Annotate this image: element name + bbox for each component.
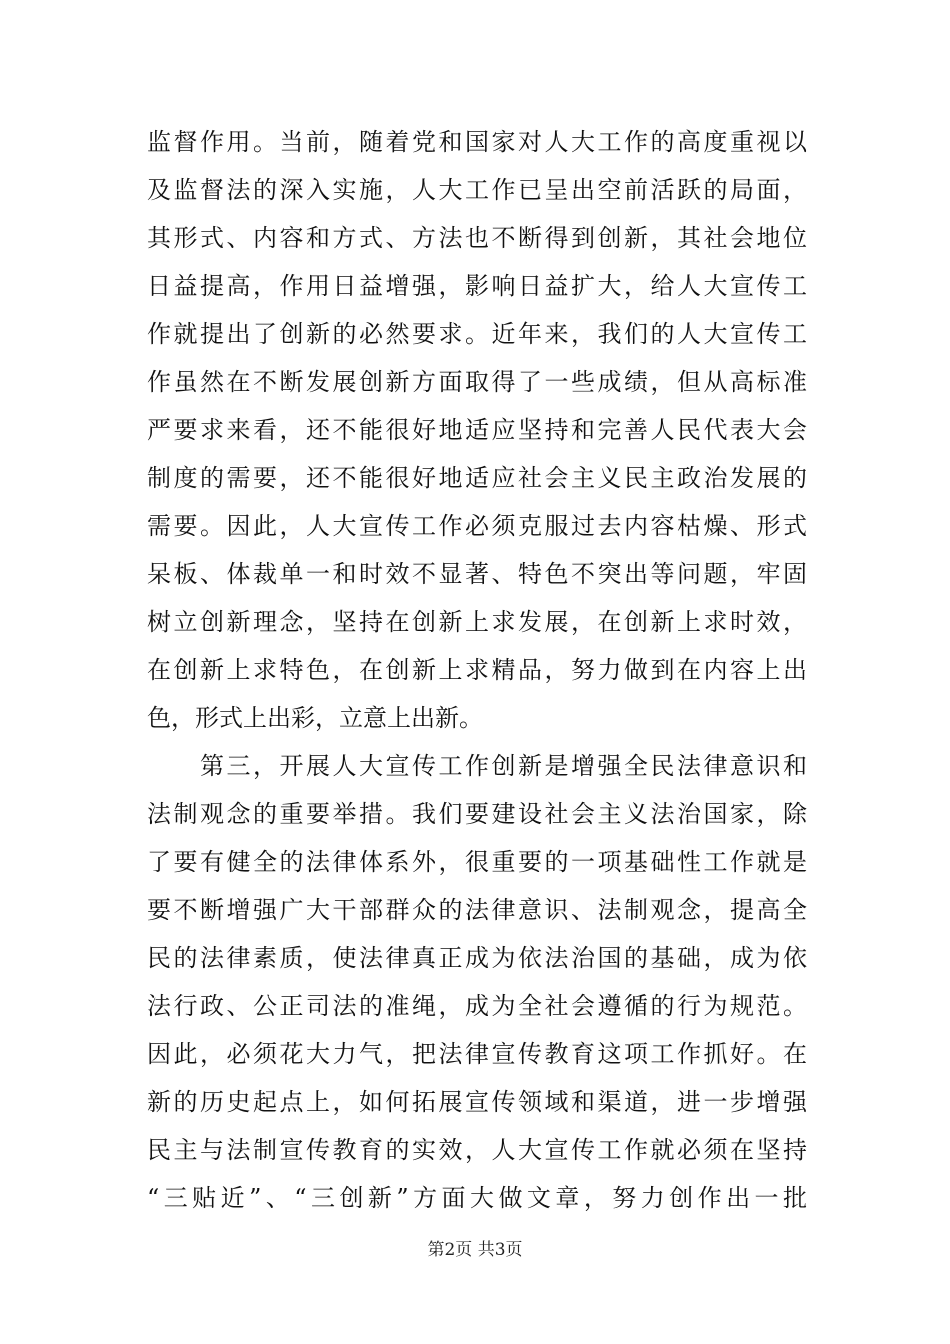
text-line: 法制观念的重要举措。我们要建设社会主义法治国家，除 (147, 800, 807, 828)
text-line: 民主与法制宣传教育的实效，人大宣传工作就必须在坚持 (147, 1136, 807, 1164)
text-line: 其形式、内容和方式、方法也不断得到创新，其社会地位 (147, 224, 807, 252)
page-number-footer: 第2页 共3页 (427, 1240, 523, 1260)
text-line: 需要。因此，人大宣传工作必须克服过去内容枯燥、形式 (147, 512, 807, 540)
text-line: 新的历史起点上，如何拓展宣传领域和渠道，进一步增强 (147, 1088, 807, 1116)
text-line: 法行政、公正司法的准绳，成为全社会遵循的行为规范。 (147, 992, 807, 1020)
text-line: 要不断增强广大干部群众的法律意识、法制观念，提高全 (147, 896, 807, 924)
text-line: 树立创新理念，坚持在创新上求发展，在创新上求时效， (147, 608, 807, 636)
text-line: 严要求来看，还不能很好地适应坚持和完善人民代表大会 (147, 416, 807, 444)
text-line: 呆板、体裁单一和时效不显著、特色不突出等问题，牢固 (147, 560, 807, 588)
body-text (147, 118, 807, 1222)
text-line: 因此，必须花大力气，把法律宣传教育这项工作抓好。在 (147, 1040, 807, 1068)
text-line: 第三，开展人大宣传工作创新是增强全民法律意识和 (147, 752, 807, 780)
text-line: 了要有健全的法律体系外，很重要的一项基础性工作就是 (147, 848, 807, 876)
text-line: 及监督法的深入实施，人大工作已呈出空前活跃的局面， (147, 176, 807, 204)
text-line: 作虽然在不断发展创新方面取得了一些成绩，但从高标准 (147, 368, 807, 396)
text-line: “三贴近”、“三创新”方面大做文章，努力创作出一批 (147, 1184, 807, 1212)
text-line: 监督作用。当前，随着党和国家对人大工作的高度重视以 (147, 128, 807, 156)
text-line: 民的法律素质，使法律真正成为依法治国的基础，成为依 (147, 944, 807, 972)
text-line: 制度的需要，还不能很好地适应社会主义民主政治发展的 (147, 464, 807, 492)
text-line: 色，形式上出彩，立意上出新。 (147, 704, 483, 732)
text-line: 作就提出了创新的必然要求。近年来，我们的人大宣传工 (147, 320, 807, 348)
text-line: 日益提高，作用日益增强，影响日益扩大，给人大宣传工 (147, 272, 807, 300)
text-line: 在创新上求特色，在创新上求精品，努力做到在内容上出 (147, 656, 807, 684)
